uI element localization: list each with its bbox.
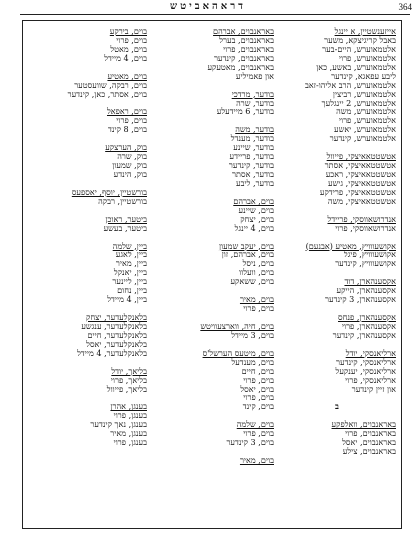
running-head: דראהאביטש xyxy=(170,1,246,12)
name-entry: בוים, יאסל xyxy=(240,383,274,394)
name-entry: בוים, רבקה, שוועסטער xyxy=(74,79,147,90)
name-entry: אלטמאוערש, פרוי xyxy=(338,115,396,126)
name-entry: בוים, שלמה xyxy=(236,419,274,430)
name-entry: בלאנקלעדער, ענגשע xyxy=(81,320,147,331)
name-entry: אטשטטאאיצקי, פרידקע xyxy=(319,186,396,197)
name-entry: באראנבוים, יאסל xyxy=(342,437,396,448)
name-entry: בוים, 8 קינד xyxy=(107,124,147,135)
name-entry: ביין, ליינער xyxy=(112,276,147,287)
name-entry: בודער, 6 מיידעלע xyxy=(216,106,274,117)
name-entry: בוים, ניסל xyxy=(242,258,274,269)
name-entry: אלטמאוערש, באשע, כאן xyxy=(316,61,396,72)
name-entry: בוק, שמעון xyxy=(112,160,147,171)
name-entry: אלטמאוערש, קינדער xyxy=(329,133,396,144)
name-entry: בליאך, פייוול xyxy=(106,383,147,394)
name-entry: ביין, מאיר xyxy=(115,258,147,269)
name-entry: בוים, שיינע xyxy=(238,204,274,215)
name-entry: בלאנקלעדער, 4 מיידל xyxy=(77,347,147,358)
name-entry: בוים, 3 קינדער xyxy=(226,437,274,448)
name-entry: אקסענהארן, 3 קינדער xyxy=(325,294,396,305)
name-entry: בענגן, מאיר xyxy=(110,428,147,439)
name-entry: אלטמאוערש, היים-בער xyxy=(322,43,396,54)
name-entry: ארליאנסקי, יודל xyxy=(345,347,396,358)
name-entry: בוים, אסתר, כאן, קינדער xyxy=(67,88,147,99)
name-entry: אלטמאוערש, משה xyxy=(336,106,396,117)
name-entry: בוים, פרוי xyxy=(243,392,274,403)
names-column-left xyxy=(27,27,147,447)
name-entry: באראנבוים, קינדער xyxy=(213,52,274,63)
name-entry: באראנבוים, אברהם xyxy=(213,27,274,36)
name-entry: באבל קריגיצקא, משער xyxy=(324,34,396,45)
name-entry: אקושעווויץ, פיגל xyxy=(343,249,396,260)
name-entry: אלטמאוערש, פרוי xyxy=(338,52,396,63)
name-entry: בוים, חיה, ווארצעוויטש xyxy=(200,320,274,331)
name-entry: באראנבוים, וואלפקע xyxy=(331,419,396,430)
names-column-middle xyxy=(150,27,274,465)
name-entry: באראנבוים, צילע xyxy=(342,446,396,456)
name-entry: אטשטטאאיצקי, אסתר xyxy=(324,160,396,171)
name-entry: בוים, קינד xyxy=(242,401,274,412)
name-entry: בוים, ששאקע xyxy=(230,276,274,287)
name-entry: און פאמיליע xyxy=(235,70,274,81)
name-entry: בוים, יעקב שמעון xyxy=(218,240,274,251)
name-entry: בודער, אסתר xyxy=(232,169,274,179)
name-entry: ביין, נחום xyxy=(117,285,147,296)
name-entry: בודער, מענדל xyxy=(230,133,274,144)
name-entry: בוים, וועלוו xyxy=(239,267,274,278)
name-entry: אנדרושאווסקי, פרוי xyxy=(335,222,396,233)
name-entry: ביין, יאנקל xyxy=(113,267,147,278)
name-entry: בוים, פרוי xyxy=(243,303,274,314)
name-entry: בודער, ליבע xyxy=(236,177,274,188)
name-entry: ב xyxy=(335,401,339,412)
name-entry: ליבע עפאגא, קינדער xyxy=(331,70,396,81)
name-entry: אלטמאוערש, 2 יינגלעך xyxy=(321,97,396,108)
name-entry: און זיין קינדער xyxy=(351,383,396,394)
name-entry: בוים, פרוי xyxy=(116,34,147,45)
name-entry: אלטמאוערש, רביצין xyxy=(332,88,396,99)
name-entry: אטשטטאאיצקי, משה xyxy=(327,195,396,206)
name-entry: בורשטיין, יוסף, יאספעס xyxy=(71,186,147,197)
name-entry: ביין, 4 מיידל xyxy=(107,294,147,305)
name-entry: בוק, הינדע xyxy=(113,169,147,179)
name-entry: ביין, שלמה xyxy=(112,240,147,251)
name-entry: באראנבוים, פרוי xyxy=(223,43,274,54)
name-entry: בוים, מאיר xyxy=(239,294,274,305)
name-entry: בלאנקלעדער, יצחק xyxy=(86,312,147,322)
name-entry: בוים, מאיר xyxy=(239,455,274,465)
name-entry: בענגן, נאך קינדער xyxy=(90,419,147,430)
name-entry: באראנבוים, בערל xyxy=(219,34,274,45)
name-entry: בוים, יצחק xyxy=(240,213,274,224)
name-entry: ארליאנסקי, פרוי xyxy=(345,374,396,385)
name-entry: אקסענהארן, דוד xyxy=(344,276,396,287)
name-entry: בלאנקלעדער, יאסל xyxy=(86,338,147,349)
name-entry: אקסענהארן, פנחס xyxy=(338,312,396,322)
name-entry: בוים, מאטיע xyxy=(107,70,147,81)
header-rule xyxy=(20,14,410,15)
name-entry: בוים, 4 יינגל xyxy=(234,222,274,233)
name-entry: אייזענשטיין, א יינגל xyxy=(334,27,396,36)
name-entry: ארליאנסקי, קינדער xyxy=(336,356,396,367)
name-entry: אקושעווויץ, מאטיע (אבנעם) xyxy=(305,240,396,251)
name-entry: אנדרושאווסקי, פריידל xyxy=(327,213,396,224)
name-entry: בוים, חיים xyxy=(241,365,274,376)
name-entry: בוים, 4 מיידל xyxy=(104,52,147,63)
name-entry: אלטמאוערש, הרב אליהו-זאב xyxy=(304,79,396,90)
name-entry: בוים, אברהם xyxy=(233,195,274,206)
name-entry: בורשטיין, רבקה xyxy=(98,195,147,206)
name-entry: אטשטטאאיצקי, פייוול xyxy=(326,151,396,162)
name-entry: בענגן, פרוי xyxy=(113,437,147,448)
name-entry: ארליאנסקי, יענקעל xyxy=(335,365,396,376)
name-entry: באראנבוים, פרוי xyxy=(345,428,396,439)
name-entry: בוק, שרה xyxy=(117,151,147,162)
name-entry: בוים, מיטעס הערשל'ס xyxy=(202,347,274,358)
name-entry: בליאך, פרוי xyxy=(110,374,147,385)
name-entry: בוק, הערצקע xyxy=(105,142,147,153)
name-entry: אקסענהארן, קינדער xyxy=(332,329,396,340)
name-entry: בענגן, אהרן xyxy=(110,401,147,412)
page-number: 364 xyxy=(398,2,412,12)
name-entry: ביטער, ראוכן xyxy=(105,213,147,224)
name-entry: אקסענהארן, הייקע xyxy=(336,285,396,296)
name-entry: בודער, קינדער xyxy=(228,160,274,171)
name-entry: ביטער, בעשע xyxy=(103,222,147,233)
name-entry: בודער, מרדכי xyxy=(231,88,274,99)
name-entry: ביין, לאגע xyxy=(115,249,147,260)
name-entry: אטשטטאאיצקי, ראכע xyxy=(325,169,396,179)
name-entry: בוים, מאטל xyxy=(110,43,147,54)
name-entry: בוים, מענדעל xyxy=(231,356,274,367)
name-entry: בודער, פריידע xyxy=(229,151,274,162)
name-entry: בליאך, יודל xyxy=(111,365,147,376)
name-entry: בוים, פרוי xyxy=(243,374,274,385)
name-entry: בוים, ראפאל xyxy=(106,106,147,117)
name-entry: בודער, שיינע xyxy=(233,142,274,153)
names-column-right xyxy=(278,27,396,456)
name-entry: בוים, בירקע xyxy=(109,27,147,36)
name-entry: בענגן, פרוי xyxy=(113,410,147,421)
name-entry: אקושעווויץ, קינדער xyxy=(335,258,396,269)
name-entry: בוים, פרוי xyxy=(243,428,274,439)
name-entry: אטשטטאאיצקי, גישע xyxy=(327,177,396,188)
name-entry: באראנבוים, מאטעקע xyxy=(207,61,274,72)
name-entry: בוים, 3 מיידל xyxy=(231,329,274,340)
name-entry: בלאנקלעדער, חיים xyxy=(87,329,147,340)
name-entry: אקסענהארן, פרוי xyxy=(341,320,396,331)
name-entry: בוים, פרוי xyxy=(116,115,147,126)
name-entry: בודער, משה xyxy=(235,124,274,135)
name-entry: בודער, שרה xyxy=(236,97,274,108)
name-entry: אלטמאוערש, יאשע xyxy=(334,124,396,135)
name-entry: בוים, אברהם, זון xyxy=(221,249,274,260)
